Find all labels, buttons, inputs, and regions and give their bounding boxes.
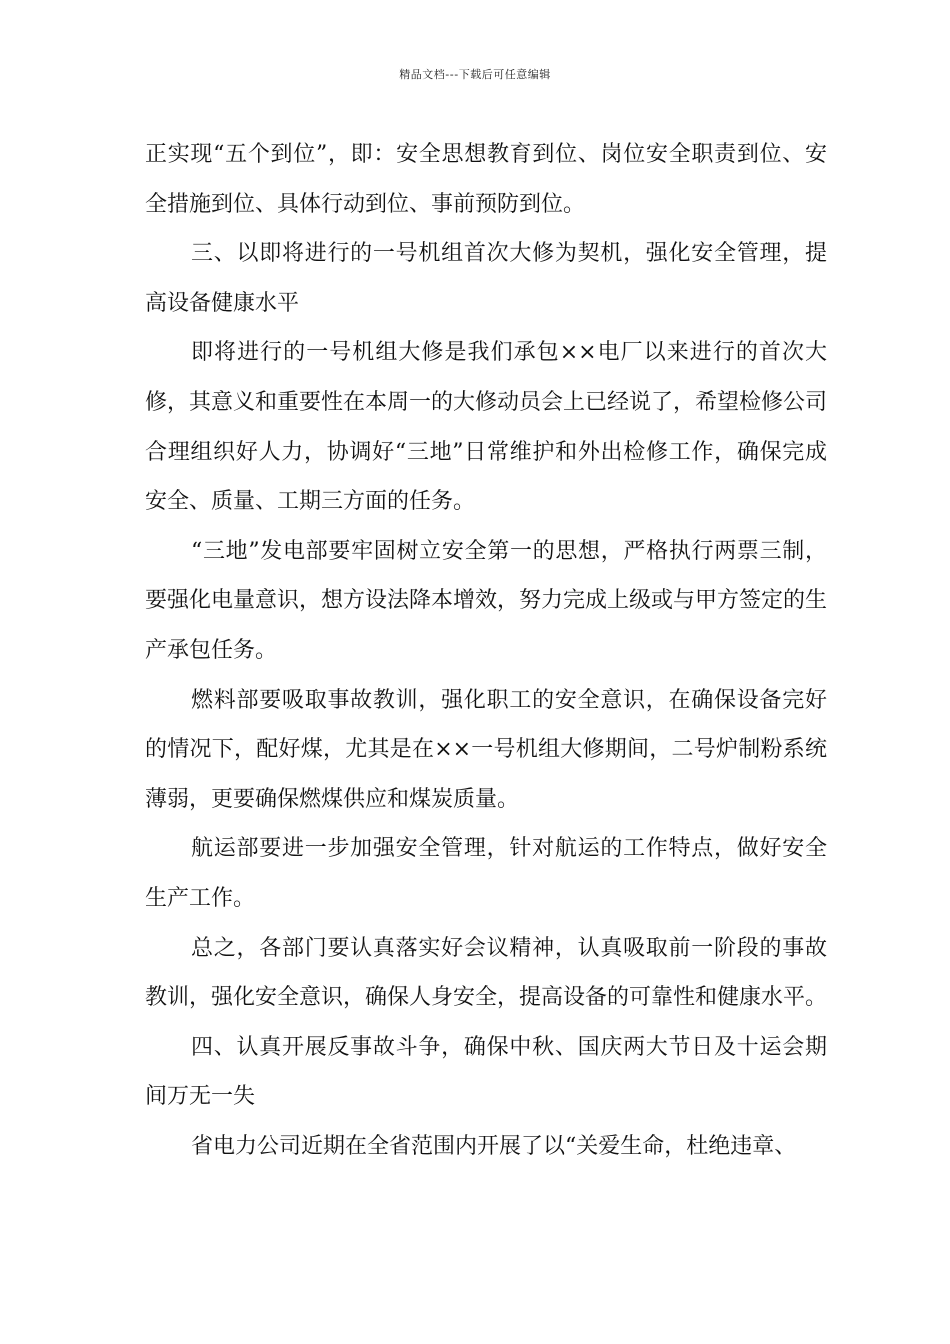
paragraph-1: 正实现“五个到位”，即：安全思想教育到位、岗位安全职责到位、安全措施到位、具体行动到位、事前预防到位。 (145, 142, 827, 217)
paragraph-fuel-dept: 燃料部要吸取事故教训，强化职工的安全意识，在确保设备完好的情况下，配好煤，尤其是在××一号机组大修期间，二号炉制粉系统薄弱，更要确保燃煤供应和煤炭质量。 (145, 687, 827, 812)
paragraph-provincial-company: 省电力公司近期在全省范围内开展了以“关爱生命，杜绝违章、 (191, 1133, 797, 1159)
section-heading-3: 三、以即将进行的一号机组首次大修为契机，强化安全管理，提高设备健康水平 (145, 241, 827, 316)
document-body (145, 130, 827, 1171)
paragraph-shipping-dept: 航运部要进一步加强安全管理，针对航运的工作特点，做好安全生产工作。 (145, 836, 827, 911)
section-heading-4: 四、认真开展反事故斗争，确保中秋、国庆两大节日及十运会期间万无一失 (145, 1034, 827, 1110)
page-header: 精品文档---下载后可任意编辑 (399, 68, 551, 81)
paragraph-overhaul: 即将进行的一号机组大修是我们承包××电厂以来进行的首次大修，其意义和重要性在本周一的大修动员会上已经说了，希望检修公司合理组织好人力，协调好“三地”日常维护和外出检修工作，确保完成安全、质量、工期三方面的任务。 (145, 340, 828, 515)
paragraph-generation-dept: “三地”发电部要牢固树立安全第一的思想，严格执行两票三制，要强化电量意识，想方设法降本增效，努力完成上级或与甲方签定的生产承包任务。 (145, 538, 828, 663)
paragraph-summary: 总之，各部门要认真落实好会议精神，认真吸取前一阶段的事故教训，强化安全意识，确保人身安全，提高设备的可靠性和健康水平。 (145, 935, 828, 1011)
